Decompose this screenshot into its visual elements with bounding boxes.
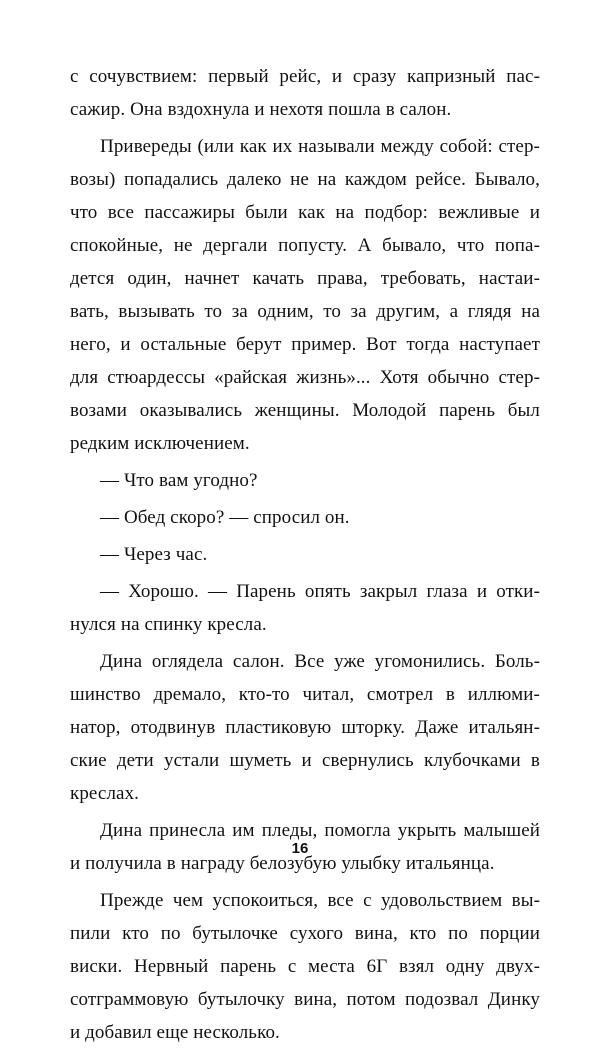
text-line: натор, отодвинув пластиковую шторку. Даже итальян- — [70, 717, 540, 738]
text-line: сажир. Она вздохнула и нехотя пошла в салон. — [70, 99, 452, 120]
paragraph — [70, 645, 540, 810]
text-line: — Обед скоро? — спросил он. — [100, 507, 350, 528]
text-line: вать, вызывать то за одним, то за другим, а глядя на — [70, 301, 540, 322]
text-line: — Что вам угодно? — [100, 470, 258, 491]
text-line: нулся на спинку кресла. — [70, 614, 267, 635]
text-line: с сочувствием: первый рейс, и сразу капризный пас- — [70, 66, 540, 87]
text-line: что все пассажиры были как на подбор: вежливые и — [70, 202, 540, 223]
paragraph — [70, 884, 540, 1049]
text-line: дется один, начнет качать права, требовать, настаи- — [70, 268, 540, 289]
paragraph — [70, 464, 540, 497]
text-line: возами оказывались женщины. Молодой парень был — [70, 400, 540, 421]
text-line: него, и остальные берут пример. Вот тогда наступает — [70, 334, 540, 355]
text-line: спокойные, не дергали попусту. А бывало, что попа- — [70, 235, 540, 256]
page-body — [70, 60, 540, 1053]
text-line: сотграммовую бутылочку вина, потом подозвал Динку — [70, 989, 540, 1010]
text-line: Дина принесла им пледы, помогла укрыть малышей — [100, 820, 540, 841]
paragraph — [70, 501, 540, 534]
text-line: — Хорошо. — Парень опять закрыл глаза и отки- — [100, 581, 540, 602]
text-line: и добавил еще несколько. — [70, 1022, 280, 1043]
text-line: виски. Нервный парень с места 6Г взял одну двух- — [70, 956, 540, 977]
text-line: ские дети устали шуметь и свернулись клубочками в — [70, 750, 540, 771]
paragraph — [70, 538, 540, 571]
text-line: пили кто по бутылочке сухого вина, кто по порции — [70, 923, 540, 944]
page-number: 16 — [291, 840, 309, 857]
text-line: Дина оглядела салон. Все уже угомонились. Боль- — [100, 651, 540, 672]
text-line: — Через час. — [100, 544, 208, 565]
text-line: креслах. — [70, 783, 140, 804]
text-line: возы) попадались далеко не на каждом рейсе. Бывало, — [70, 169, 540, 190]
text-line: редким исключением. — [70, 433, 250, 454]
paragraph — [70, 575, 540, 641]
text-line: Прежде чем успокоиться, все с удовольствием вы- — [100, 890, 540, 911]
paragraph — [70, 60, 540, 126]
paragraph — [70, 130, 540, 460]
text-line: и получила в награду белозубую улыбку итальянца. — [70, 853, 495, 874]
text-line: шинство дремало, кто-то читал, смотрел в иллюми- — [70, 684, 540, 705]
text-line: для стюардессы «райская жизнь»... Хотя обычно стер- — [70, 367, 540, 388]
text-line: Привереды (или как их называли между собой: стер- — [100, 136, 540, 157]
